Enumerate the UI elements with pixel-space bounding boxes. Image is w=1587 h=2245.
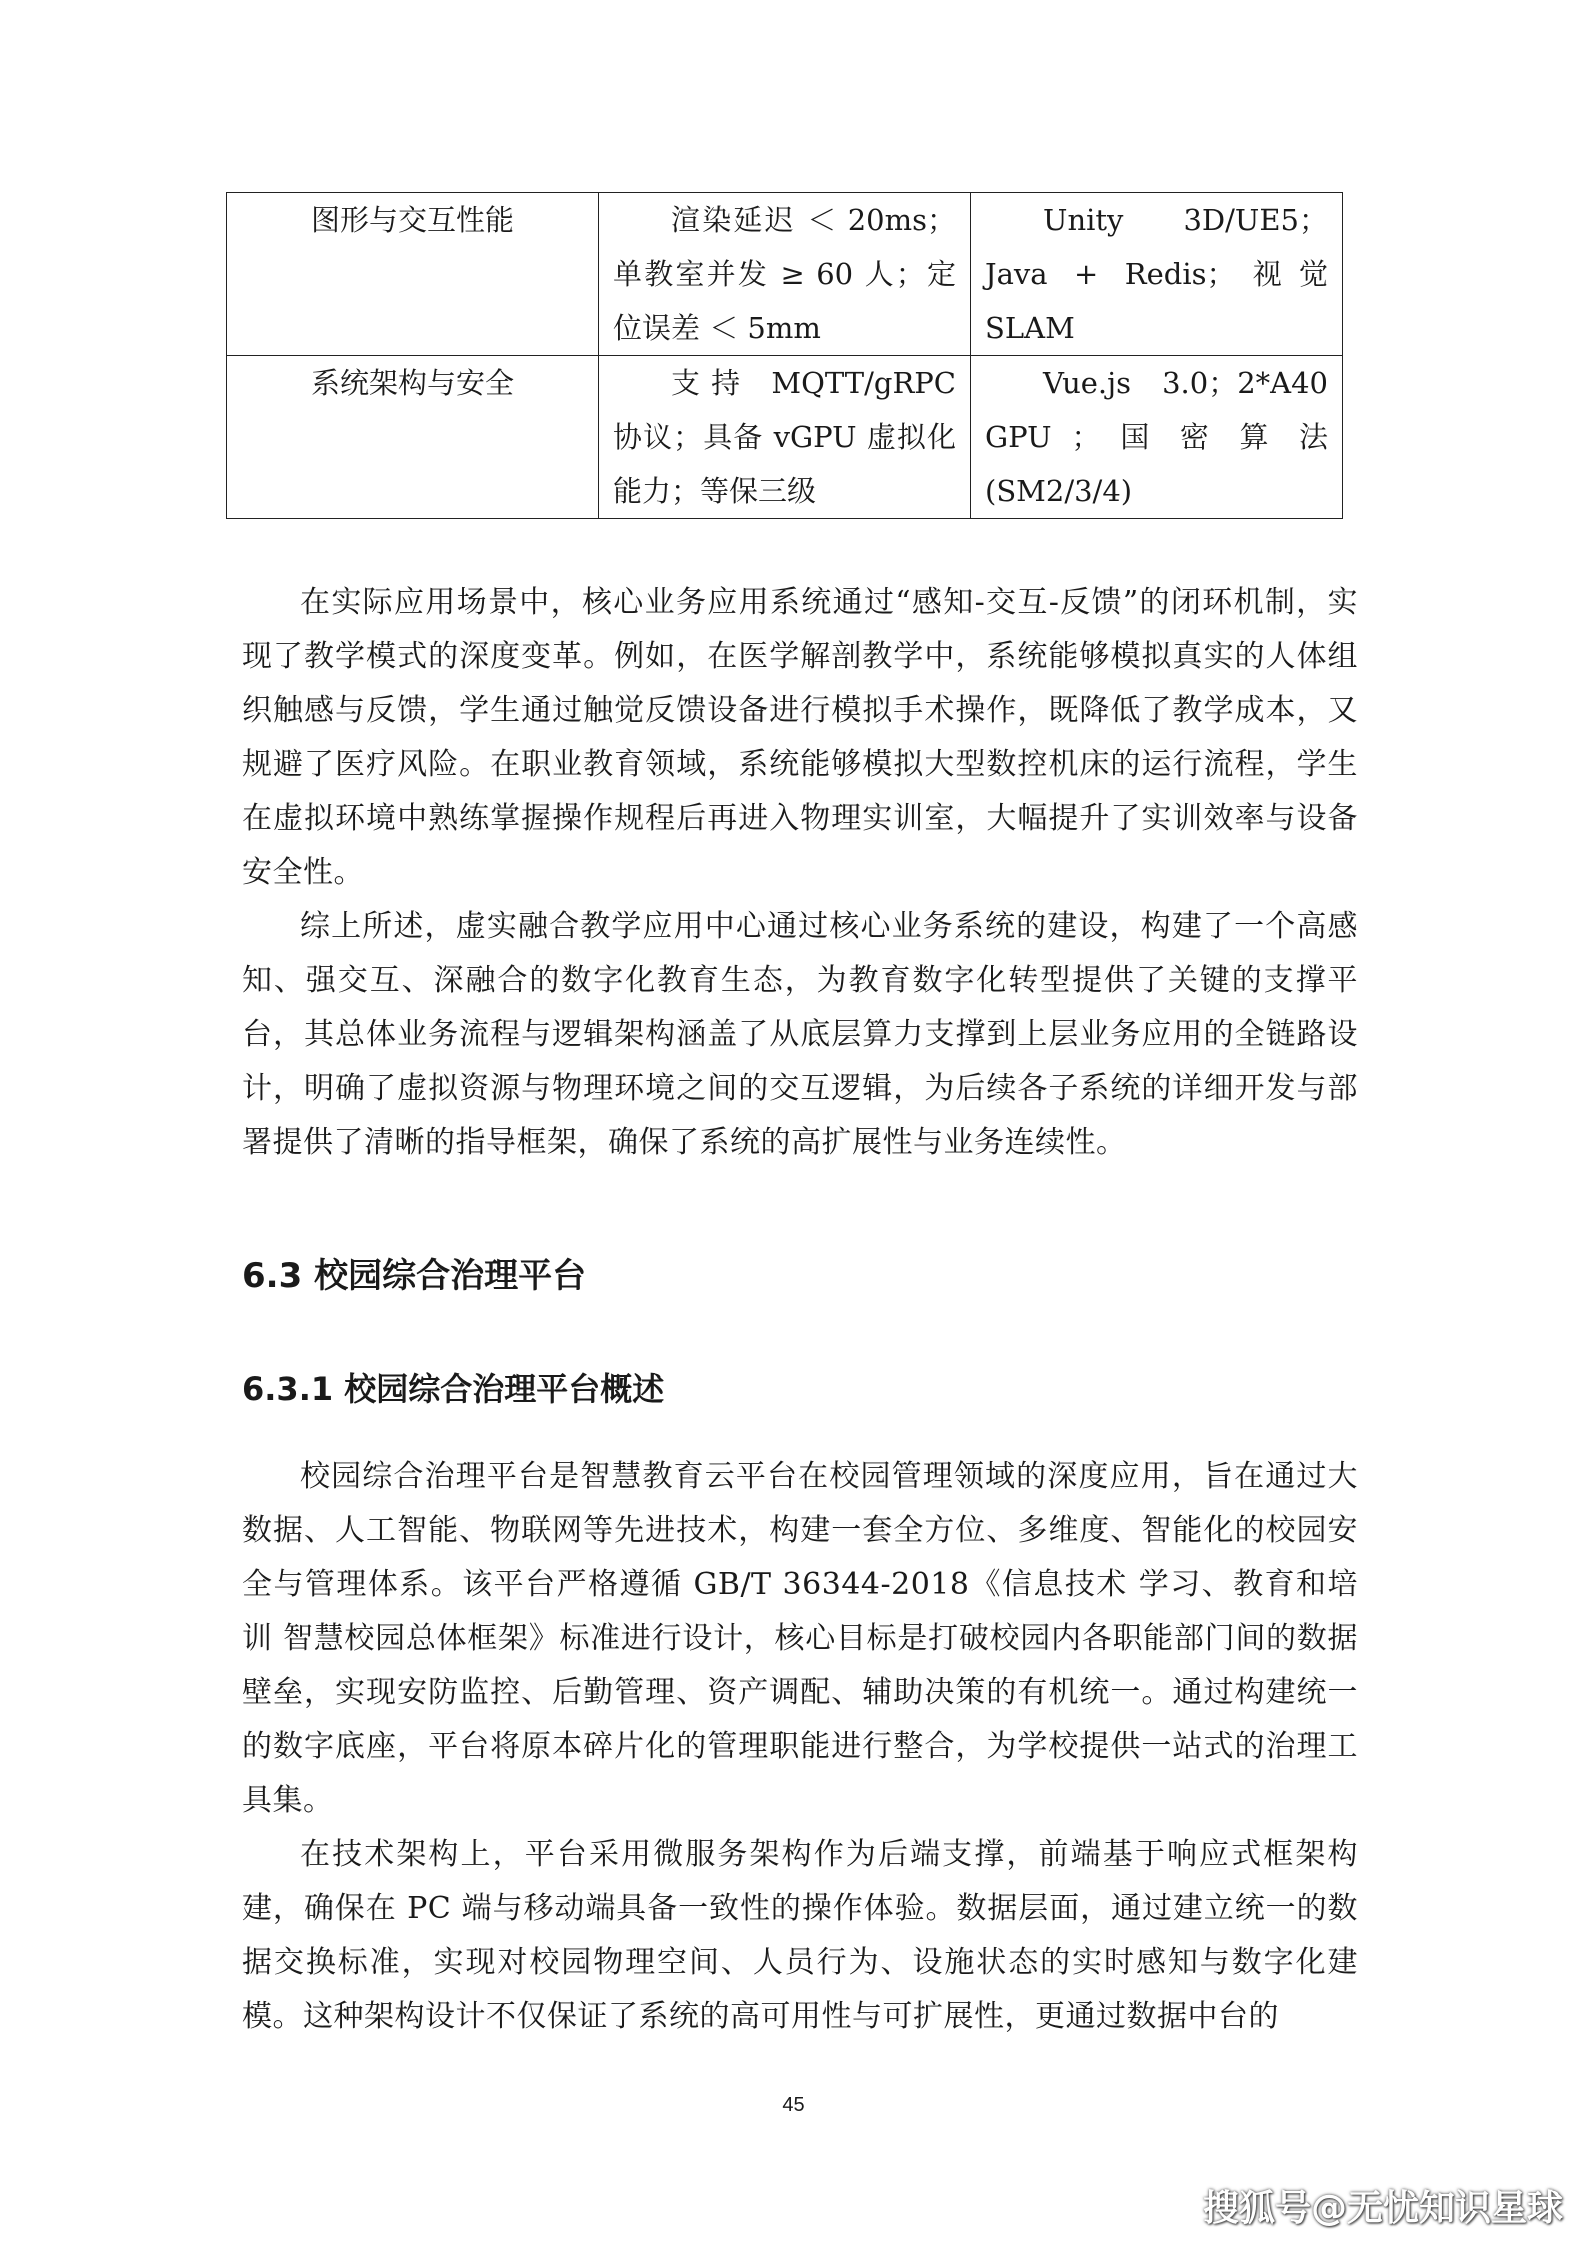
tech-text: Vue.js 3.0；2*A40 GPU ； 国 密 算 法 (SM2/3/4) <box>985 366 1328 508</box>
subsection-heading: 6.3.1 校园综合治理平台概述 <box>242 1370 665 1408</box>
table-row <box>227 356 1343 519</box>
table-cell-tech <box>971 193 1343 356</box>
indicators-text: 渲染延迟 ＜ 20ms；单教室并发 ≥ 60 人；定位误差 ＜ 5mm <box>613 203 956 345</box>
section-heading: 6.3 校园综合治理平台 <box>242 1256 587 1296</box>
paragraph-architecture: 在技术架构上，平台采用微服务架构作为后端支撑，前端基于响应式框架构建，确保在 PC 端与移动端具备一致性的操作体验。数据层面，通过建立统一的数据交换标准，实现对校园物理空间、人员行为、设施状态的实时感知与数字化建模。这种架构设计不仅保证了系统的高可用性与可扩展性，更通过数据中台的 <box>242 1837 1358 2034</box>
paragraph-summary: 综上所述，虚实融合教学应用中心通过核心业务系统的建设，构建了一个高感知、强交互、深融合的数字化教育生态，为教育数字化转型提供了关键的支撑平台，其总体业务流程与逻辑架构涵盖了从底层算力支撑到上层业务应用的全链路设计，明确了虚拟资源与物理环境之间的交互逻辑，为后续各子系统的详细开发与部署提供了清晰的指导框架，确保了系统的高扩展性与业务连续性。 <box>242 909 1358 1160</box>
spec-table <box>226 192 1343 519</box>
table-cell-indicators <box>599 356 971 519</box>
page-number: 45 <box>782 2094 805 2116</box>
table-cell-tech <box>971 356 1343 519</box>
table-row <box>227 193 1343 356</box>
table-cell-category: 图形与交互性能 <box>227 193 599 356</box>
tech-text: Unity 3D/UE5；Java + Redis；视觉 SLAM <box>985 203 1328 345</box>
table-cell-indicators <box>599 193 971 356</box>
indicators-text: 支持 MQTT/gRPC 协议；具备 vGPU 虚拟化能力；等保三级 <box>613 366 956 508</box>
table-cell-category: 系统架构与安全 <box>227 356 599 519</box>
watermark: 搜狐号@无忧知识星球 <box>1202 2188 1563 2229</box>
paragraph-application: 在实际应用场景中，核心业务应用系统通过“感知-交互-反馈”的闭环机制，实现了教学模式的深度变革。例如，在医学解剖教学中，系统能够模拟真实的人体组织触感与反馈，学生通过触觉反馈设备进行模拟手术操作，既降低了教学成本，又规避了医疗风险。在职业教育领域，系统能够模拟大型数控机床的运行流程，学生在虚拟环境中熟练掌握操作规程后再进入物理实训室，大幅提升了实训效率与设备安全性。 <box>242 585 1358 890</box>
paragraph-overview: 校园综合治理平台是智慧教育云平台在校园管理领域的深度应用，旨在通过大数据、人工智能、物联网等先进技术，构建一套全方位、多维度、智能化的校园安全与管理体系。该平台严格遵循 GB/T 36344-2018《信息技术 学习、教育和培训 智慧校园总体框架》标准进行设计，核心目标是打破校园内各职能部门间的数据壁垒，实现安防监控、后勤管理、资产调配、辅助决策的有机统一。通过构建统一的数字底座，平台将原本碎片化的管理职能进行整合，为学校提供一站式的治理工具集。 <box>242 1459 1358 1818</box>
